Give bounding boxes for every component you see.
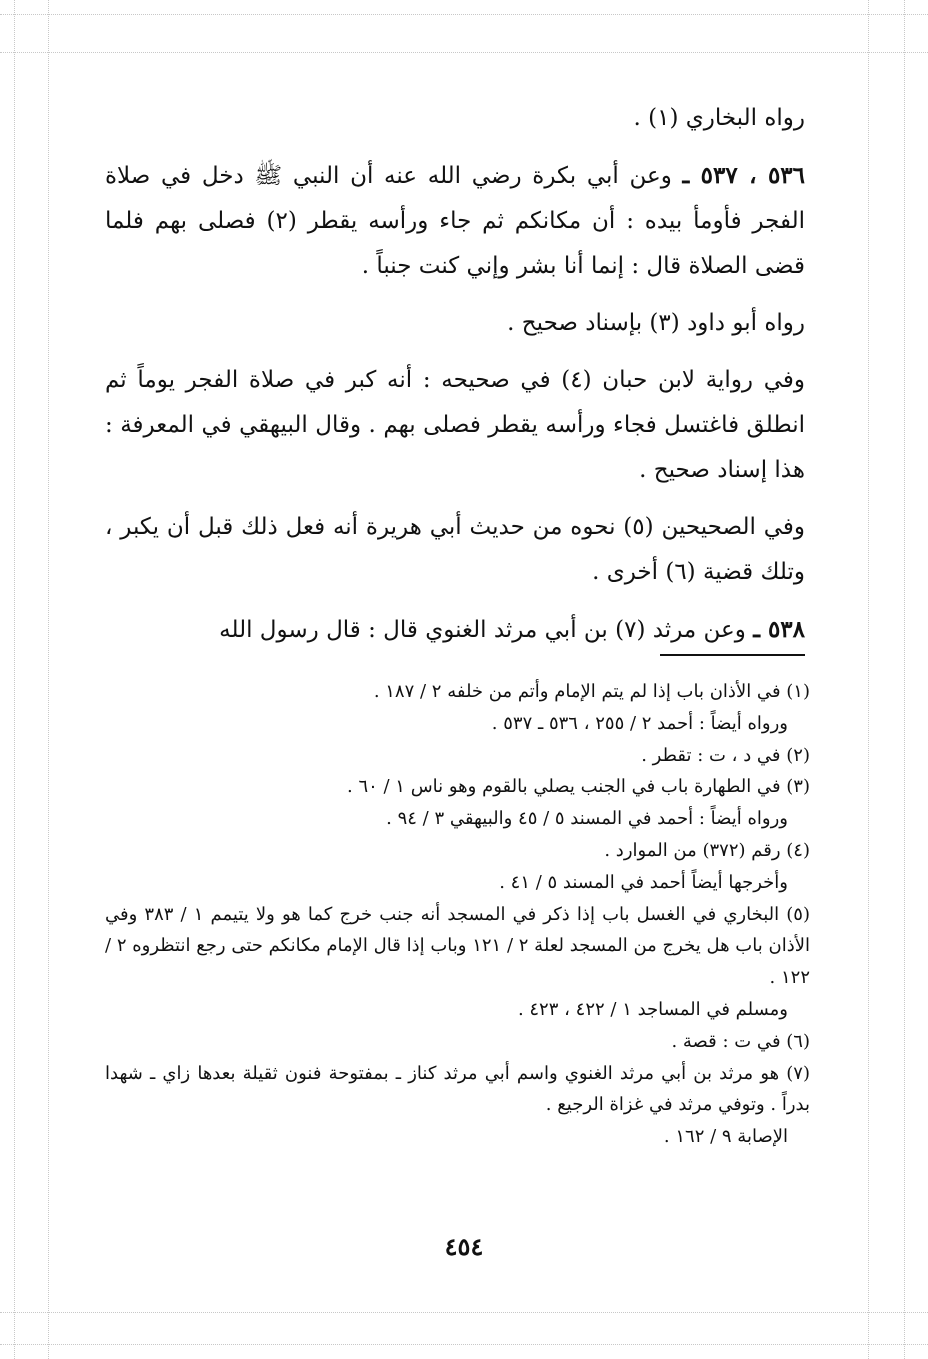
main-text (105, 96, 805, 665)
footnote-6 (105, 1026, 810, 1058)
footnote-line: (٤) رقم (٣٧٢) من الموارد . (604, 839, 810, 861)
scan-border (868, 0, 869, 1359)
footnote-7 (105, 1058, 810, 1153)
scan-border (14, 0, 15, 1359)
footnote-indent: ورواه أيضاً : أحمد ٢ / ٢٥٥ ، ٥٣٦ ـ ٥٣٧ . (491, 712, 788, 734)
scan-border (904, 0, 905, 1359)
footnote-3 (105, 771, 810, 835)
footnote-indent: ورواه أيضاً : أحمد في المسند ٥ / ٤٥ والبيهقي ٣ / ٩٤ . (386, 808, 788, 830)
paragraph: وفي الصحيحين (٥) نحوه من حديث أبي هريرة أنه فعل ذلك قبل أن يكبر ، وتلك قضية (٦) أخرى . (105, 514, 805, 585)
footnote-indent: وأخرجها أيضاً أحمد في المسند ٥ / ٤١ . (499, 871, 788, 893)
hadith-text: وعن أبي بكرة رضي الله عنه أن النبي ﷺ دخل في صلاة الفجر فأومأ بيده : أن مكانكم ثم جاء ورأسه يقطر (٢) فصلى بهم فلما قضى الصلاة قال : إنما أنا بشر وإني كنت جنباً . (105, 163, 806, 279)
footnote-line: (٦) في ت : قصة . (671, 1030, 810, 1052)
footnote-2 (105, 740, 810, 772)
scan-border (0, 14, 928, 15)
hadith-number: ٥٣٨ ـ (753, 616, 805, 643)
hadith-number: ٥٣٦ ، ٥٣٧ ـ (682, 162, 805, 189)
footnote-line: (٢) في د ، ت : تقطر . (641, 744, 810, 766)
paragraph: رواه أبو داود (٣) بإسناد صحيح . (507, 310, 805, 336)
hadith-538 (105, 607, 805, 653)
footnote-line: (١) في الأذان باب إذا لم يتم الإمام وأتم من خلفه ٢ / ١٨٧ . (373, 681, 810, 702)
footnote-line: (٧) هو مرثد بن أبي مرثد الغنوي واسم أبي مرثد كناز ـ بمفتوحة فنون ثقيلة بعدها زاي ـ شهدا بدراً . وتوفي مرثد في غزاة الرجيع . (105, 1062, 810, 1116)
footnote-5 (105, 899, 810, 1026)
footnote-line: (٣) في الطهارة باب في الجنب يصلي بالقوم وهو ناس ١ / ٦٠ . (346, 776, 810, 798)
scan-border (0, 52, 928, 53)
paragraph: رواه البخاري (١) . (633, 105, 805, 131)
page-number: ٤٥٤ (444, 1232, 484, 1261)
footnote-1 (105, 676, 810, 740)
footnote-indent: الإصابة ٩ / ١٦٢ . (663, 1126, 788, 1148)
scan-border (48, 0, 49, 1359)
hadith-536 (105, 153, 805, 289)
footnote-separator (660, 654, 805, 656)
footnote-line: (٥) البخاري في الغسل باب إذا ذكر في المسجد أنه جنب خرج كما هو ولا يتيمم ١ / ٣٨٣ وفي الأذان باب هل يخرج من المسجد لعلة ٢ / ١٢١ وباب إذا قال الإمام مكانكم حتى رجع انتظروه ٢ / ١٢٢ . (105, 903, 810, 989)
scan-border (0, 1344, 928, 1345)
scan-border (0, 1312, 928, 1313)
footnotes (105, 676, 810, 1153)
footnote-4 (105, 835, 810, 899)
footnote-indent: ومسلم في المساجد ١ / ٤٢٢ ، ٤٢٣ . (517, 998, 788, 1020)
paragraph: وفي رواية لابن حبان (٤) في صحيحه : أنه كبر في صلاة الفجر يوماً ثم انطلق فاغتسل فجاء ورأسه يقطر فصلى بهم . وقال البيهقي في المعرفة : هذا إسناد صحيح . (105, 367, 805, 483)
hadith-text: وعن مرثد (٧) بن أبي مرثد الغنوي قال : قال رسول الله (219, 617, 754, 643)
